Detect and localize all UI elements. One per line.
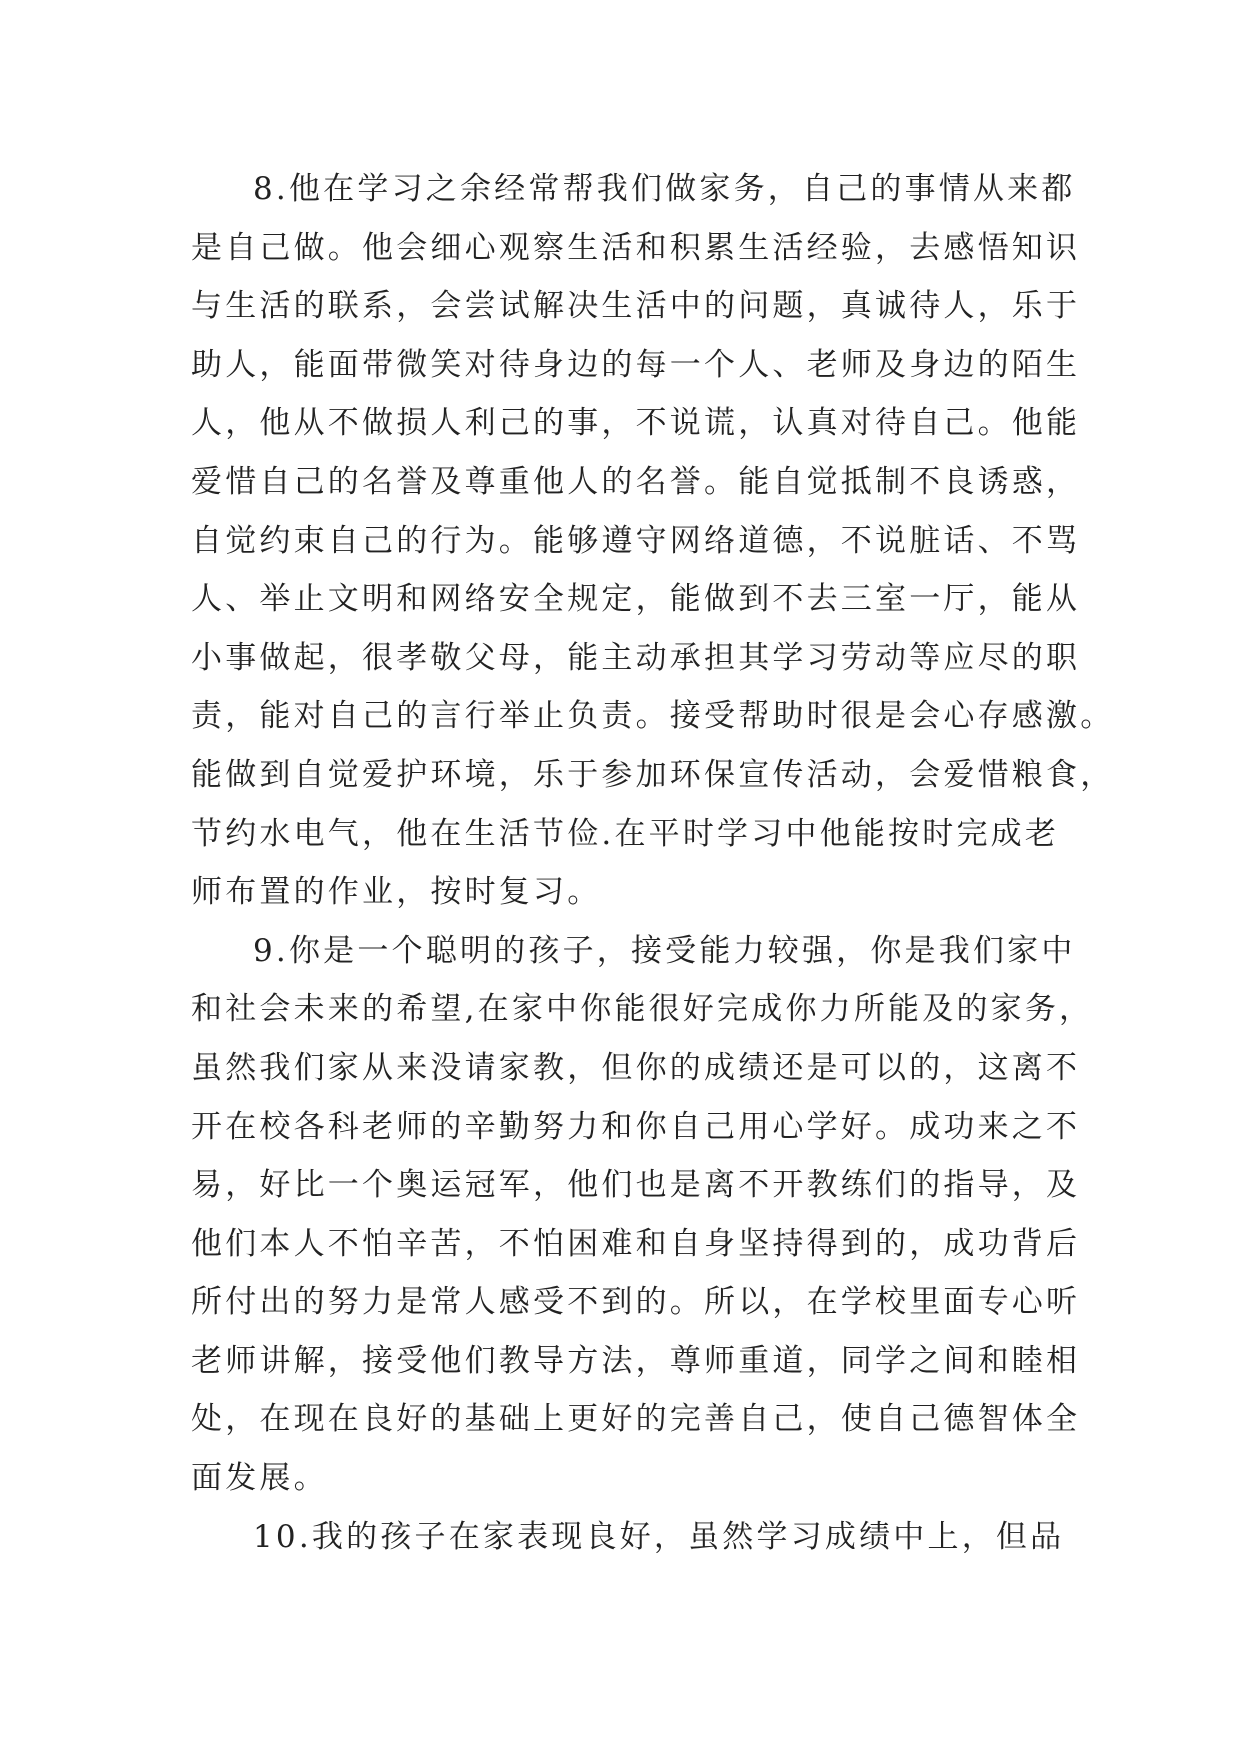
text-line: 与生活的联系，会尝试解决生活中的问题，真诚待人，乐于 bbox=[191, 288, 1081, 325]
text-line: 老师讲解，接受他们教导方法，尊师重道，同学之间和睦相 bbox=[191, 1342, 1081, 1379]
text-line: 能做到自觉爱护环境，乐于参加环保宣传活动，会爱惜粮食， bbox=[191, 756, 1115, 793]
text-line: 人、举止文明和网络安全规定，能做到不去三室一厅，能从 bbox=[191, 581, 1081, 618]
paragraph-9 bbox=[191, 922, 1094, 1508]
text-line: 9.你是一个聪明的孩子，接受能力较强，你是我们家中 bbox=[253, 932, 1076, 969]
text-line: 爱惜自己的名誉及尊重他人的名誉。能自觉抵制不良诱惑， bbox=[191, 463, 1081, 500]
text-line: 人，他从不做损人利己的事，不说谎，认真对待自己。他能 bbox=[191, 405, 1081, 442]
text-line: 处，在现在良好的基础上更好的完善自己，使自己德智体全 bbox=[191, 1401, 1081, 1438]
text-line: 自觉约束自己的行为。能够遵守网络道德，不说脏话、不骂 bbox=[191, 522, 1081, 559]
text-line: 虽然我们家从来没请家教，但你的成绩还是可以的，这离不 bbox=[191, 1049, 1081, 1086]
text-line: 8.他在学习之余经常帮我们做家务，自己的事情从来都 bbox=[253, 171, 1076, 207]
paragraph-8 bbox=[191, 160, 1115, 922]
text-line: 和社会未来的希望,在家中你能很好完成你力所能及的家务， bbox=[191, 991, 1094, 1028]
text-line: 师布置的作业，按时复习。 bbox=[191, 874, 602, 911]
text-line: 是自己做。他会细心观察生活和积累生活经验，去感悟知识 bbox=[191, 229, 1081, 266]
text-line: 所付出的努力是常人感受不到的。所以，在学校里面专心听 bbox=[191, 1284, 1081, 1321]
text-line: 开在校各科老师的辛勤努力和你自己用心学好。成功来之不 bbox=[191, 1108, 1081, 1145]
text-line: 责，能对自己的言行举止负责。接受帮助时很是会心存感激。 bbox=[191, 698, 1115, 735]
text-line: 易，好比一个奥运冠军，他们也是离不开教练们的指导，及 bbox=[191, 1167, 1081, 1204]
paragraph-10 bbox=[191, 1508, 1071, 1567]
text-line: 面发展。 bbox=[191, 1460, 328, 1497]
document-body bbox=[191, 160, 1115, 1566]
text-line: 10.我的孩子在家表现良好，虽然学习成绩中上，但品 bbox=[253, 1518, 1065, 1555]
text-line: 节约水电气，他在生活节俭.在平时学习中他能按时完成老 bbox=[191, 815, 1060, 852]
text-line: 小事做起，很孝敬父母，能主动承担其学习劳动等应尽的职 bbox=[191, 639, 1081, 676]
text-line: 助人，能面带微笑对待身边的每一个人、老师及身边的陌生 bbox=[191, 346, 1081, 383]
text-line: 他们本人不怕辛苦，不怕困难和自身坚持得到的，成功背后 bbox=[191, 1225, 1081, 1262]
